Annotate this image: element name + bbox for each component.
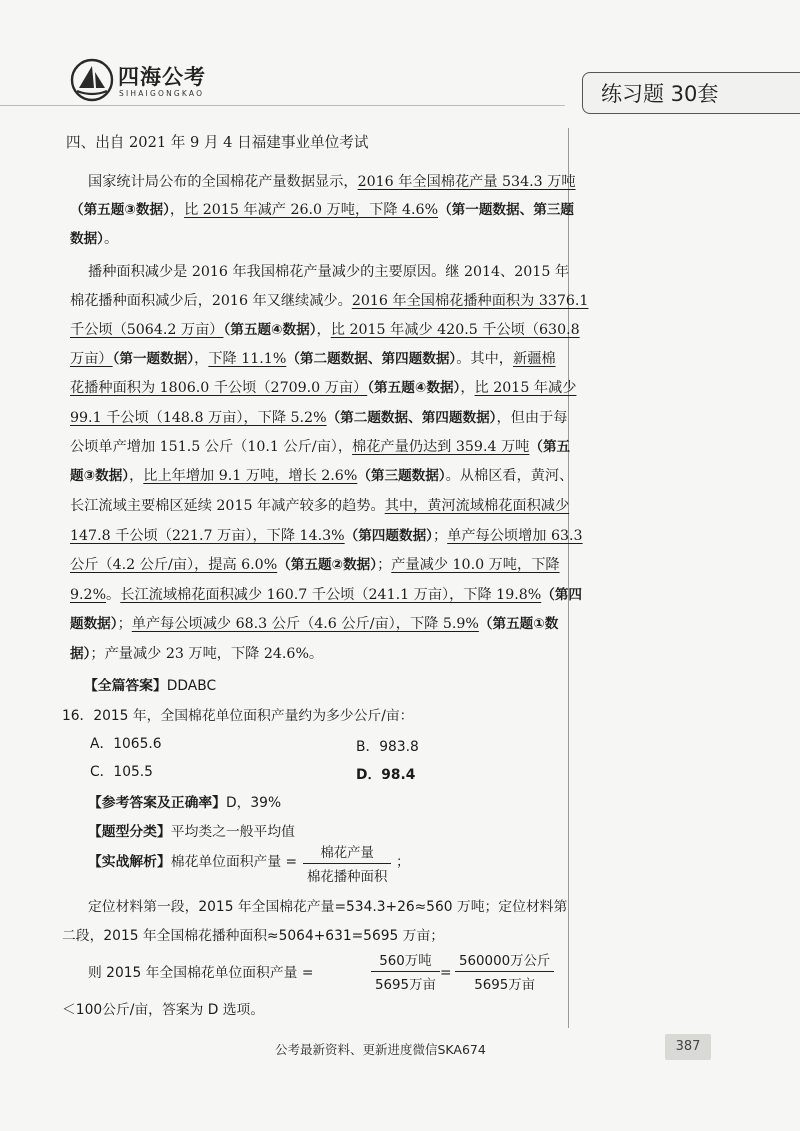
formula-fraction [303,842,391,885]
data-source-tag: （第五题②数据） [277,557,378,573]
material-text: ， [316,322,331,338]
material-line [70,585,582,605]
conclusion: ＜100公斤/亩，答案为 D 选项。 [62,1002,265,1018]
full-answers [84,676,216,696]
material-text: ； [377,557,392,573]
material-text: 9.2% [70,587,107,603]
material-text: 棉花产量仍达到 359.4 万吨 [352,439,530,455]
formula-numerator: 棉花产量 [303,842,391,864]
reference-answer-label: 【参考答案及正确率】 [88,795,226,811]
material-text: 产量减少 10.0 万吨，下降 [391,557,560,573]
material-text: 比 2015 年减少 [474,380,577,396]
material-line [70,555,560,575]
data-source-tag: （第五题④数据） [367,380,461,396]
page-number: 387 [665,1034,711,1060]
data-source-tag: 题③数据） [70,468,130,484]
material-line [70,408,567,428]
material-text: 其中，黄河流域棉花面积减少 [384,498,570,514]
material-line [88,262,569,282]
material-text: 。从棉区看，黄河、 [445,468,574,484]
material-text: 比上年增加 9.1 万吨，增长 2.6% [143,468,358,484]
material-text: ， [169,202,185,218]
question-stem: 16．2015 年，全国棉花单位面积产量约为多少公斤/亩： [62,708,414,724]
reference-answer-value: D，39% [225,795,282,811]
material-text: 国家统计局公布的全国棉花产量数据显示， [88,174,358,190]
material-text: 比 2015 年减少 420.5 千公顷（630.8 [330,322,580,338]
data-source-tag: （第三题数据） [357,468,446,484]
material-line [70,200,574,220]
solution-step-2: 二段，2015 年全国棉花播种面积≈5064+631=5695 万亩； [62,928,445,944]
data-source-tag: 数据） [70,231,104,247]
material-text: 。 [106,587,121,603]
option-a: A．1065.6 [90,736,162,752]
material-text: 2016 年全国棉花产量 534.3 万吨 [357,174,576,190]
question-type [88,822,295,842]
data-source-tag: 题数据） [70,616,118,632]
material-text: 2016 年全国棉花播种面积为 3376.1 [351,293,589,309]
full-answers-label: 【全篇答案】 [84,678,167,694]
calc-denominator-1: 5695万亩 [375,978,436,993]
analysis-formula [88,852,297,872]
material-line [70,320,580,340]
material-text: 长江流域主要棉区延续 2015 年减产较多的趋势。 [70,498,385,514]
material-text: 长江流域棉花面积减少 160.7 千公顷（241.1 万亩），下降 19.8% [120,587,542,603]
question-type-value: 平均类之一般平均值 [170,824,295,840]
question-type-label: 【题型分类】 [88,824,171,840]
material-text: 万亩） [70,351,113,367]
material-text: ； [117,616,132,632]
material-text: ， [129,468,144,484]
full-answers-value: DDABC [166,678,217,694]
section-title: 四、出自 2021 年 9 月 4 日福建事业单位考试 [66,134,369,151]
calc-fraction-1 [371,950,440,993]
material-line [70,229,118,249]
material-text: 新疆棉 [513,351,556,367]
material-line [70,614,558,634]
series-title: 练习题 30套 [601,82,719,106]
reference-answer [88,793,281,813]
calc-numerator-2: 560000万公斤 [455,950,554,972]
material-text: ， [460,380,475,396]
brand-logo [70,58,230,102]
formula-tail: ； [396,854,410,870]
material-text: ； [432,528,448,544]
calc-denominator-2: 5695万亩 [474,978,536,993]
data-source-tag: （第一题数据、第三题 [438,202,574,218]
option-c: C．105.5 [90,764,153,780]
calc-numerator-1: 560万吨 [371,950,440,972]
data-source-tag: （第四 [541,587,583,603]
data-source-tag: 据） [70,646,91,662]
footer-text: 公考最新资料、更新进度微信SKA674 [275,1042,486,1057]
material-line [70,466,573,486]
material-text: ；产量减少 23 万吨，下降 24.6%。 [90,646,324,662]
material-line [70,378,576,398]
material-line [70,291,588,311]
series-tab [582,72,800,114]
formula-denominator: 棉花播种面积 [307,870,388,885]
data-source-tag: （第一题数据） [112,351,195,367]
material-text: 147.8 千公顷（221.7 万亩），下降 14.3% [70,528,345,544]
material-text: 公顷单产增加 151.5 公斤（10.1 公斤/亩）， [70,439,353,455]
material-line [70,526,583,546]
material-text: 播种面积减少是 2016 年我国棉花产量减少的主要原因。继 2014、2015 年 [88,264,570,280]
brand-subtitle: SIHAIGONGKAO [119,89,205,98]
material-text: 棉花播种面积减少后，2016 年又继续减少。 [70,293,352,309]
material-line [70,437,570,457]
data-source-tag: （第五题①数 [478,616,559,632]
data-source-tag: （第五题③数据） [70,202,170,218]
data-source-tag: （第二题数据、第四题数据） [326,410,497,426]
material-text: ，但由于每 [496,410,568,426]
material-text: 单产每公顷减少 68.3 公斤（4.6 公斤/亩），下降 5.9% [131,616,479,632]
solution-step-1: 定位材料第一段，2015 年全国棉花产量=534.3+26≈560 万吨；定位材料第 [88,899,568,915]
material-text: 花播种面积为 1806.0 千公顷（2709.0 万亩） [70,380,368,396]
data-source-tag: （第五 [529,439,571,455]
header-divider [0,105,565,106]
analysis-label: 【实战解析】 [88,854,171,870]
material-line [70,496,569,516]
option-b: B．983.8 [356,739,419,755]
brand-name: 四海公考 [118,65,206,89]
material-text: 比 2015 年减产 26.0 万吨，下降 4.6% [184,202,439,218]
material-line [70,644,323,664]
data-source-tag: （第二题数据、第四题数据） [286,351,457,367]
formula-lhs: 棉花单位面积产量 = [170,854,298,870]
material-text: 公斤（4.2 公斤/亩），提高 6.0% [70,557,278,573]
data-source-tag: （第四题数据） [344,528,433,544]
material-text: 。 [103,231,119,247]
calc-prefix: 则 2015 年全国棉花单位面积产量 = [88,965,314,981]
material-line [88,172,576,192]
calc-equals: = [440,965,452,981]
option-d: D．98.4 [356,767,416,783]
material-text: 千公顷（5064.2 万亩） [70,322,224,338]
sail-logo-icon [70,58,114,102]
data-source-tag: （第五题④数据） [223,322,317,338]
material-text: 99.1 千公顷（148.8 万亩），下降 5.2% [70,410,327,426]
material-text: 。其中， [456,351,513,367]
material-text: 下降 11.1% [208,351,287,367]
calc-fraction-2 [455,950,554,993]
material-text: 单产每公顷增加 63.3 [447,528,583,544]
material-text: ， [194,351,209,367]
material-line [70,349,556,369]
